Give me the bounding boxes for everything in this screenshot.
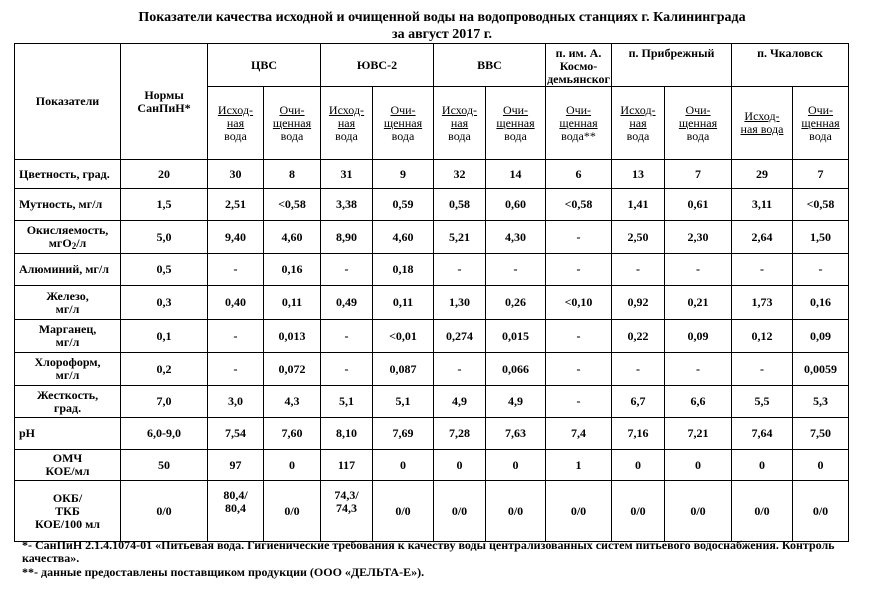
row-label: ОКБ/ ТКБ КОЕ/100 мл (15, 481, 121, 542)
table-cell: 3,11 (732, 189, 793, 221)
table-cell: 6,6 (665, 386, 732, 418)
table-cell: 1 (546, 450, 612, 481)
table-cell: 0,1 (121, 320, 208, 353)
subheader-treated: Очи- щенная вода (665, 87, 732, 160)
table-cell: 0,22 (612, 320, 665, 353)
row-label: Жесткость, град. (15, 386, 121, 418)
table-cell: 0,2 (121, 353, 208, 386)
table-cell: 1,41 (612, 189, 665, 221)
subheader-treated: Очи- щенная вода (793, 87, 849, 160)
table-cell: - (208, 320, 264, 353)
row-label: Окисляемость, мгO$_2$/л (15, 221, 121, 254)
header-station-cvs: ЦВС (208, 44, 321, 87)
table-cell: 0/0 (665, 481, 732, 542)
table-row (15, 320, 849, 353)
row-label: Хлороформ, мг/л (15, 353, 121, 386)
table-cell: 4,30 (486, 221, 546, 254)
table-cell: 5,21 (434, 221, 486, 254)
table-cell: 7,63 (486, 418, 546, 450)
table-cell: 6 (546, 160, 612, 189)
table-cell: 0 (486, 450, 546, 481)
table-cell: 0 (793, 450, 849, 481)
table-cell: 4,60 (373, 221, 434, 254)
table-cell: 0 (373, 450, 434, 481)
table-cell: 0,60 (486, 189, 546, 221)
table-cell: 0 (434, 450, 486, 481)
header-station-kosmodemyansky: п. им. А. Космо- демьянског (546, 44, 612, 87)
table-cell: - (434, 254, 486, 286)
table-cell: 4,60 (264, 221, 321, 254)
table-cell: 0,21 (665, 286, 732, 320)
header-station-pribrezhny: п. Прибрежный (612, 44, 732, 87)
table-cell: 7,64 (732, 418, 793, 450)
table-cell: - (546, 320, 612, 353)
table-cell: 0/0 (434, 481, 486, 542)
table-cell: 29 (732, 160, 793, 189)
table-cell: 5,1 (321, 386, 373, 418)
table-cell: 0,087 (373, 353, 434, 386)
table-cell: 4,3 (264, 386, 321, 418)
table-row (15, 450, 849, 481)
table-cell: 13 (612, 160, 665, 189)
table-cell: - (612, 254, 665, 286)
table-cell: <0,01 (373, 320, 434, 353)
subheader-raw: Исход- ная вода (208, 87, 264, 160)
row-label: ОМЧ КОЕ/мл (15, 450, 121, 481)
table-cell: 31 (321, 160, 373, 189)
table-cell: - (665, 353, 732, 386)
table-cell: 8 (264, 160, 321, 189)
header-indicators: Показатели (15, 44, 121, 160)
table-row (15, 386, 849, 418)
table-cell: 3,38 (321, 189, 373, 221)
table-cell: 0,072 (264, 353, 321, 386)
subheader-raw: Исход- ная вода (612, 87, 665, 160)
table-cell: 0,92 (612, 286, 665, 320)
table-cell: 9 (373, 160, 434, 189)
table-cell: 5,1 (373, 386, 434, 418)
table-cell: 0,09 (793, 320, 849, 353)
table-cell: - (546, 386, 612, 418)
table-row (15, 286, 849, 320)
table-cell: 74,3/ 74,3 (321, 481, 373, 542)
table-cell: - (321, 353, 373, 386)
row-label: Мутность, мг/л (15, 189, 121, 221)
table-cell: 0,40 (208, 286, 264, 320)
water-quality-table (14, 43, 849, 542)
footnote-supplier: **- данные предоставлены поставщиком продукции (ООО «ДЕЛЬТА-Е»). (22, 565, 425, 579)
table-cell: 0,5 (121, 254, 208, 286)
table-row (15, 160, 849, 189)
row-label: Марганец, мг/л (15, 320, 121, 353)
table-cell: 32 (434, 160, 486, 189)
table-cell: 0,0059 (793, 353, 849, 386)
header-station-yuvs2: ЮВС-2 (321, 44, 434, 87)
table-cell: 4,9 (486, 386, 546, 418)
header-station-chkalovsk: п. Чкаловск (732, 44, 849, 87)
table-cell: 7,69 (373, 418, 434, 450)
row-label: Алюминий, мг/л (15, 254, 121, 286)
table-cell: 0,16 (264, 254, 321, 286)
table-cell: 1,50 (793, 221, 849, 254)
table-cell: 9,40 (208, 221, 264, 254)
subheader-treated: Очи- щенная вода (486, 87, 546, 160)
subheader-raw: Исход- ная вода (732, 87, 793, 160)
table-cell: 97 (208, 450, 264, 481)
table-cell: 5,3 (793, 386, 849, 418)
table-cell: <0,58 (546, 189, 612, 221)
table-row (15, 481, 849, 542)
table-cell: - (321, 254, 373, 286)
table-cell: 1,73 (732, 286, 793, 320)
subheader-treated: Очи- щенная вода (264, 87, 321, 160)
row-label: Цветность, град. (15, 160, 121, 189)
table-cell: - (208, 353, 264, 386)
table-cell: 0/0 (486, 481, 546, 542)
table-cell: - (612, 353, 665, 386)
table-cell: 7,0 (121, 386, 208, 418)
table-cell: - (665, 254, 732, 286)
table-cell: - (546, 254, 612, 286)
table-cell: 0,09 (665, 320, 732, 353)
subheader-raw: Исход- ная вода (434, 87, 486, 160)
table-cell: 50 (121, 450, 208, 481)
table-cell: 0/0 (612, 481, 665, 542)
table-cell: 0,066 (486, 353, 546, 386)
table-cell: <0,10 (546, 286, 612, 320)
table-cell: - (546, 353, 612, 386)
table-cell: 7 (793, 160, 849, 189)
table-row (15, 353, 849, 386)
table-cell: 80,4/ 80,4 (208, 481, 264, 542)
page-title (0, 9, 884, 43)
table-cell: <0,58 (793, 189, 849, 221)
table-cell: 0/0 (732, 481, 793, 542)
table-cell: 0,12 (732, 320, 793, 353)
table-cell: 0,61 (665, 189, 732, 221)
table-cell: 6,7 (612, 386, 665, 418)
table-cell: 0,26 (486, 286, 546, 320)
table-cell: 0,013 (264, 320, 321, 353)
table-row (15, 418, 849, 450)
table-cell: 0,16 (793, 286, 849, 320)
table-cell: 0,015 (486, 320, 546, 353)
table-cell: 2,64 (732, 221, 793, 254)
subheader-raw: Исход- ная вода (321, 87, 373, 160)
table-cell: 2,30 (665, 221, 732, 254)
title-line-2: за август 2017 г. (392, 27, 492, 42)
table-cell: 7,28 (434, 418, 486, 450)
table-cell: 2,50 (612, 221, 665, 254)
row-label: Железо, мг/л (15, 286, 121, 320)
table-cell: 0,49 (321, 286, 373, 320)
table-cell: 0,11 (373, 286, 434, 320)
subheader-treated-supplier: Очи- щенная вода** (546, 87, 612, 160)
table-cell: 7,21 (665, 418, 732, 450)
table-cell: 0/0 (264, 481, 321, 542)
table-cell: 20 (121, 160, 208, 189)
table-cell: <0,58 (264, 189, 321, 221)
table-cell: 0,18 (373, 254, 434, 286)
table-cell: - (434, 353, 486, 386)
title-line-1: Показатели качества исходной и очищенной воды на водопроводных станциях г. Калининграда (138, 10, 746, 25)
table-cell: 7,60 (264, 418, 321, 450)
table-cell: 1,5 (121, 189, 208, 221)
table-cell: 3,0 (208, 386, 264, 418)
table-cell: 0,11 (264, 286, 321, 320)
table-row (15, 254, 849, 286)
table-cell: - (546, 221, 612, 254)
table-cell: 0/0 (793, 481, 849, 542)
table-cell: 0,274 (434, 320, 486, 353)
table-cell: 0/0 (546, 481, 612, 542)
table-cell: 6,0-9,0 (121, 418, 208, 450)
table-cell: 0 (665, 450, 732, 481)
table-cell: 1,30 (434, 286, 486, 320)
table-cell: 4,9 (434, 386, 486, 418)
table-cell: 0 (732, 450, 793, 481)
table-cell: 0 (612, 450, 665, 481)
table-cell: 117 (321, 450, 373, 481)
table-cell: 0,3 (121, 286, 208, 320)
footnote-sanpin: *- СанПиН 2.1.4.1074-01 «Питьевая вода. Гигиенические требования к качеству воды централизованных систем питьевого водоснабжения. Контроль качества». (22, 538, 835, 565)
table-row (15, 189, 849, 221)
table-cell: 7,4 (546, 418, 612, 450)
table-cell: - (793, 254, 849, 286)
row-label: pH (15, 418, 121, 450)
table-cell: 7 (665, 160, 732, 189)
table-cell: - (486, 254, 546, 286)
table-cell: 0,58 (434, 189, 486, 221)
table-cell: 5,0 (121, 221, 208, 254)
table-cell: 7,54 (208, 418, 264, 450)
table-cell: 14 (486, 160, 546, 189)
table-cell: - (208, 254, 264, 286)
table-cell: 7,50 (793, 418, 849, 450)
table-cell: 30 (208, 160, 264, 189)
table-cell: 5,5 (732, 386, 793, 418)
subheader-treated: Очи- щенная вода (373, 87, 434, 160)
table-cell: - (321, 320, 373, 353)
table-cell: 7,16 (612, 418, 665, 450)
table-cell: 2,51 (208, 189, 264, 221)
header-station-vvs: ВВС (434, 44, 546, 87)
table-cell: - (732, 353, 793, 386)
table-row (15, 221, 849, 254)
table-cell: 8,90 (321, 221, 373, 254)
table-cell: 8,10 (321, 418, 373, 450)
table-cell: 0 (264, 450, 321, 481)
table-cell: 0/0 (121, 481, 208, 542)
table-cell: 0,59 (373, 189, 434, 221)
table-cell: - (732, 254, 793, 286)
header-norms: Нормы СанПиН* (121, 44, 208, 160)
table-cell: 0/0 (373, 481, 434, 542)
